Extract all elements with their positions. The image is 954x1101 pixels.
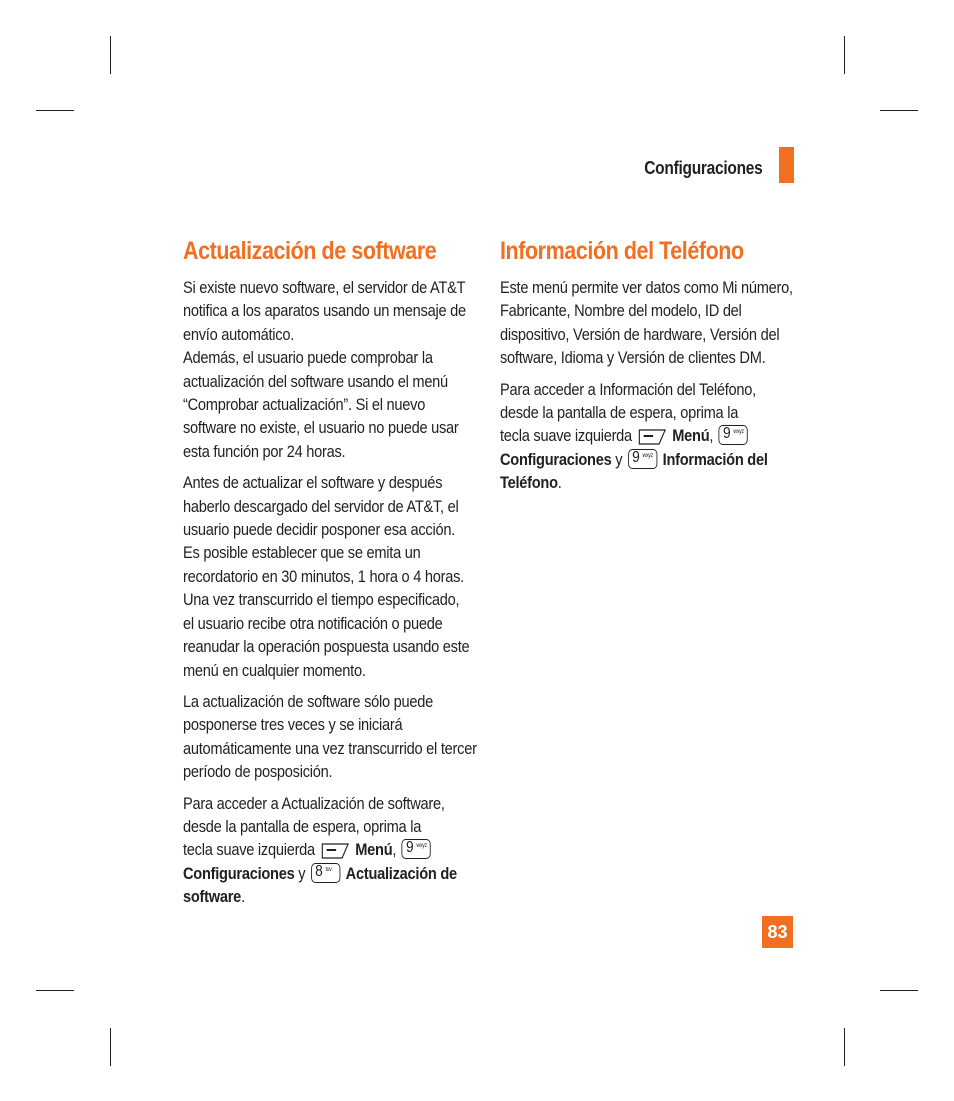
instr-line: Para acceder a Información del Teléfono, <box>500 379 756 399</box>
settings-label: Configuraciones <box>500 449 612 469</box>
right-column <box>500 236 800 495</box>
key-9-icon: 9 wxyz <box>719 425 748 445</box>
left-soft-key-icon <box>637 427 666 445</box>
menu-label: Menú <box>672 426 710 446</box>
crop-mark <box>880 990 918 991</box>
key-9-icon: 9 wxyz <box>628 449 657 469</box>
access-instructions <box>500 378 801 495</box>
crop-mark <box>36 990 74 991</box>
instr-line: desde la pantalla de espera, oprima la <box>500 403 739 423</box>
instr-line: Para acceder a Actualización de software, <box>183 793 445 813</box>
paragraph: Este menú permite ver datos como Mi número, Fabricante, Nombre del modelo, ID del dispositivo, Versión de hardware, Versión del software, Idioma y Versión de clientes DM. <box>500 278 793 368</box>
menu-label: Menú <box>355 840 393 860</box>
instr-line: Configuraciones y 8 tuv Actualización de software. <box>183 862 457 907</box>
crop-mark <box>880 110 918 111</box>
instr-line: tecla suave izquierda Menú, 9 wxyz <box>500 424 801 447</box>
left-soft-key-icon <box>320 841 349 859</box>
crop-mark <box>36 110 74 111</box>
target-label: Actualización de software <box>183 863 457 907</box>
section-title-software-update: Actualización de software <box>183 237 437 265</box>
paragraph: Antes de actualizar el software y después haberlo descargado del servidor de AT&T, el usuario puede decidir posponer esa acción. Es posible establecer que se emita un recordatorio en 30 minutos, 1 hora o 4 horas. Una vez transcurrido el tiempo especificado, el usuario recibe otra notificación o puede reanudar la operación pospuesta usando este menú en cualquier momento. <box>183 473 470 680</box>
instr-line: desde la pantalla de espera, oprima la <box>183 816 422 836</box>
crop-mark <box>844 1028 845 1066</box>
instr-line: Configuraciones y 9 wxyz Información del Teléfono. <box>500 448 768 493</box>
section-title-phone-info: Información del Teléfono <box>500 237 744 265</box>
settings-label: Configuraciones <box>183 863 295 883</box>
crop-mark <box>110 1028 111 1066</box>
section-header: Configuraciones <box>644 158 763 178</box>
paragraph: Además, el usuario puede comprobar la actualización del software usando el menú “Comprobar actualización”. Si el nuevo software no existe, el usuario no puede usar esta función por 24 horas. <box>183 348 459 461</box>
key-9-icon: 9 wxyz <box>402 839 431 859</box>
crop-mark <box>110 36 111 74</box>
left-column <box>183 236 483 909</box>
instr-line: tecla suave izquierda Menú, 9 wxyz <box>183 838 484 861</box>
access-instructions <box>183 792 484 909</box>
page-number: 83 <box>762 916 793 948</box>
paragraph: Si existe nuevo software, el servidor de AT&T notifica a los aparatos usando un mensaje de envío automático. <box>183 278 466 344</box>
crop-mark <box>844 36 845 74</box>
target-label: Información del Teléfono <box>500 449 768 493</box>
key-8-icon: 8 tuv <box>311 863 340 883</box>
section-tab-marker <box>779 147 794 183</box>
paragraph: La actualización de software sólo puede posponerse tres veces y se iniciará automáticamente una vez transcurrido el tercer período de posposición. <box>183 691 477 782</box>
